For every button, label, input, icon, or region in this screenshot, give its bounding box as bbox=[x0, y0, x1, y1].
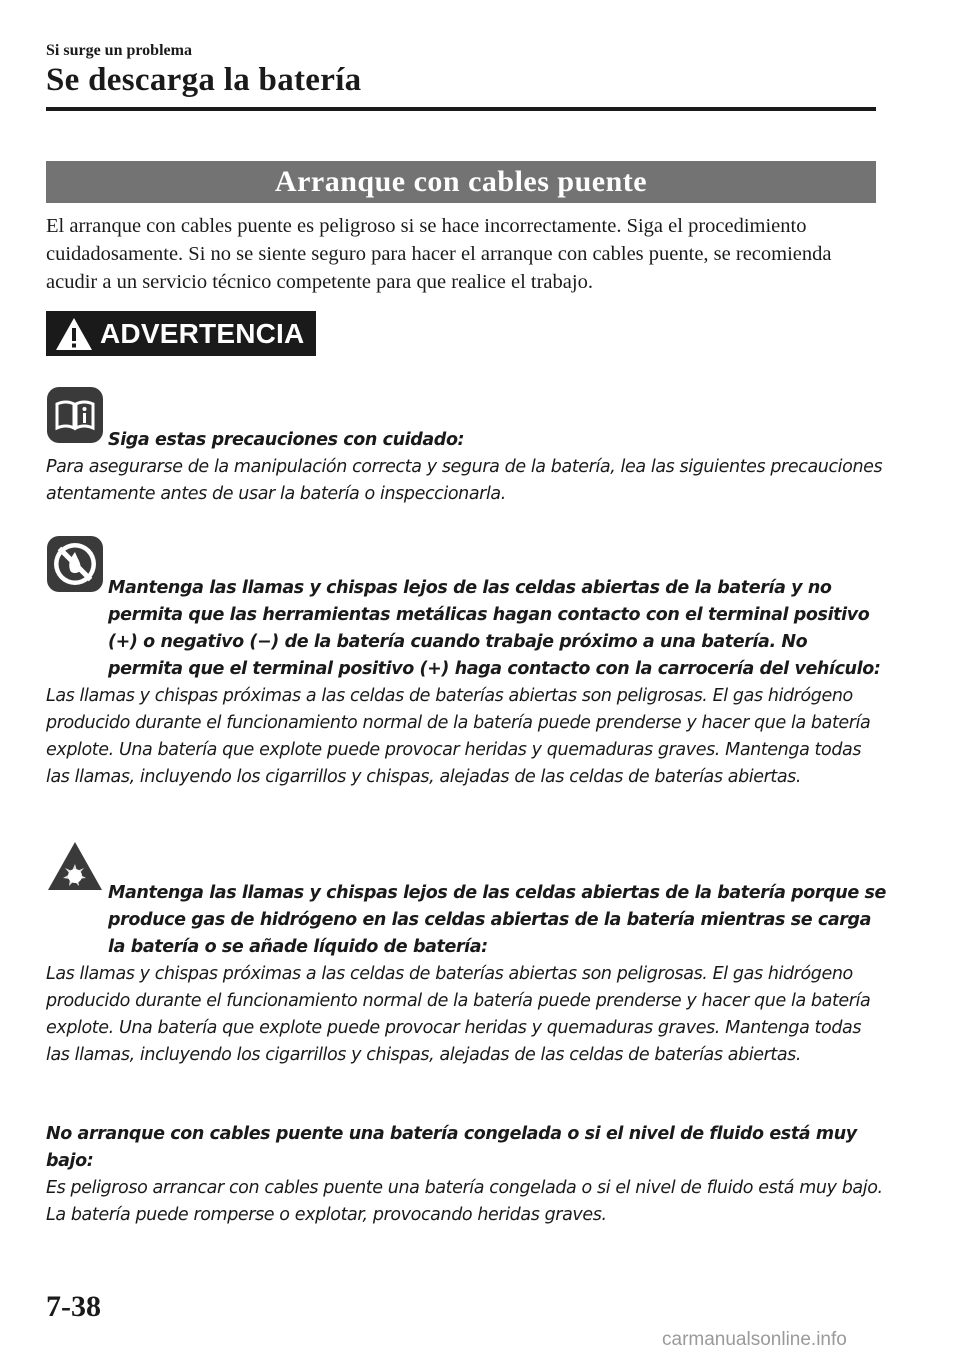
item-body: Es peligroso arrancar con cables puente una batería congelada o si el nivel de fluido está muy bajo. La batería puede romperse o explotar, provocando heridas graves. bbox=[46, 1178, 883, 1225]
title-divider bbox=[46, 107, 876, 111]
watermark: carmanualsonline.info bbox=[662, 1329, 847, 1350]
warning-badge bbox=[46, 311, 316, 356]
page-number: 7-38 bbox=[46, 1290, 101, 1323]
item-heading: Mantenga las llamas y chispas lejos de las celdas abiertas de la batería porque se produce gas de hidrógeno en las celdas abiertas de la batería mientras se carga la batería o se añade líquido de batería: bbox=[108, 883, 886, 957]
item-body: Las llamas y chispas próximas a las celdas de baterías abiertas son peligrosas. El gas hidrógeno producido durante el funcionamiento normal de la batería puede prenderse y hacer que la batería explote. Una batería que explote puede provocar heridas y quemaduras graves. Mantenga todas las llamas, incluyendo los cigarrillos y chispas, alejadas de las celdas de baterías abiertas. bbox=[46, 686, 871, 787]
section-banner: Arranque con cables puente bbox=[46, 161, 876, 203]
page-title: Se descarga la batería bbox=[46, 62, 362, 98]
intro-paragraph: El arranque con cables puente es peligroso si se hace incorrectamente. Siga el procedimiento cuidadosamente. Si no se siente seguro para hacer el arranque con cables puente, se recomienda acudir a un servicio técnico competente para que realice el trabajo. bbox=[46, 215, 832, 293]
item-heading: Mantenga las llamas y chispas lejos de las celdas abiertas de la batería y no permita que las herramientas metálicas hagan contacto con el terminal positivo (+) o negativo (−) de la batería cuando trabaje próximo a una batería. No permita que el terminal positivo (+) haga contacto con la carrocería del vehículo: bbox=[108, 578, 881, 679]
warning-triangle-icon bbox=[54, 316, 94, 352]
section-kicker: Si surge un problema bbox=[46, 42, 192, 59]
item-heading: No arranque con cables puente una batería congelada o si el nivel de fluido está muy bajo: bbox=[46, 1124, 857, 1171]
item-heading: Siga estas precauciones con cuidado: bbox=[108, 430, 465, 450]
item-body: Para asegurarse de la manipulación correcta y segura de la batería, lea las siguientes precauciones atentamente antes de usar la batería o inspeccionarla. bbox=[46, 457, 883, 504]
warning-label: ADVERTENCIA bbox=[100, 317, 305, 349]
item-body: Las llamas y chispas próximas a las celdas de baterías abiertas son peligrosas. El gas hidrógeno producido durante el funcionamiento normal de la batería puede prenderse y hacer que la batería explote. Una batería que explote puede provocar heridas y quemaduras graves. Mantenga todas las llamas, incluyendo los cigarrillos y chispas, alejadas de las celdas de baterías abiertas. bbox=[46, 964, 871, 1065]
